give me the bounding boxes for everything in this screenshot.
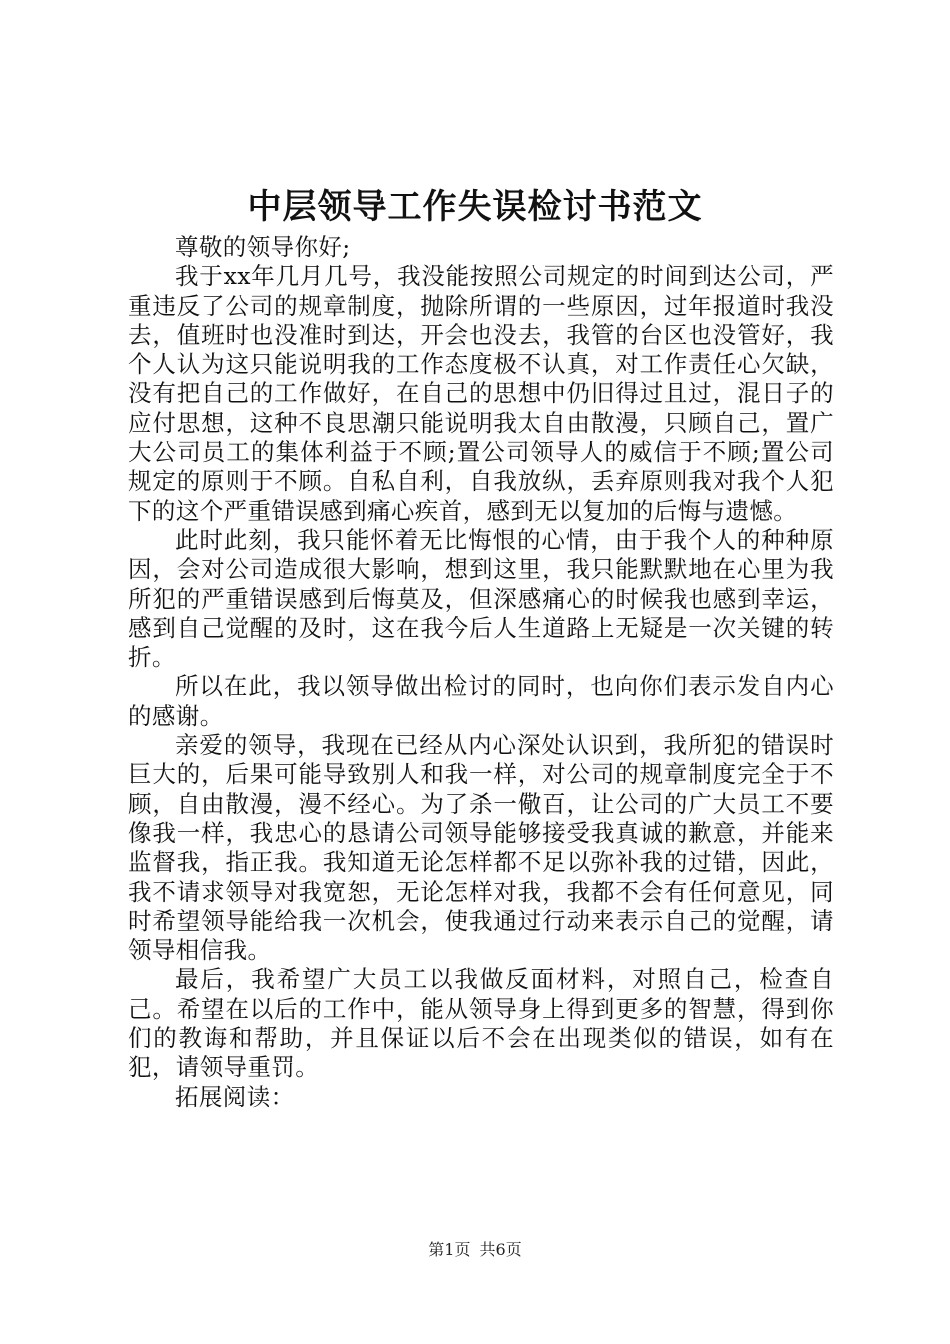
paragraph: 我于xx年几月几号，我没能按照公司规定的时间到达公司，严重违反了公司的规章制度，抛除所谓的一些原因，过年报道时我没去，值班时也没准时到达，开会也没去，我管的台区也没管好，我个人认为这只能说明我的工作态度极不认真，对工作责任心欠缺，没有把自己的工作做好，在自己的思想中仍旧得过且过，混日子的应付思想，这种不良思潮只能说明我太自由散漫，只顾自己，置广大公司员工的集体利益于不顾;置公司领导人的威信于不顾;置公司规定的原则于不顾。自私自利，自我放纵，丢弃原则我对我个人犯下的这个严重错误感到痛心疾首，感到无以复加的后悔与遗憾。: [128, 262, 834, 525]
extended-reading-heading: 拓展阅读：: [175, 1082, 295, 1111]
document-title: 中层领导工作失误检讨书范文: [247, 187, 703, 227]
paragraph: 最后，我希望广大员工以我做反面材料，对照自己，检查自己。希望在以后的工作中，能从领导身上得到更多的智慧，得到你们的教诲和帮助，并且保证以后不会在出现类似的错误，如有在犯，请领导重罚。: [128, 965, 834, 1082]
paragraph: 亲爱的领导，我现在已经从内心深处认识到，我所犯的错误时巨大的，后果可能导致别人和我一样，对公司的规章制度完全于不顾，自由散漫，漫不经心。为了杀一儆百，让公司的广大员工不要像我一样，我忠心的恳请公司领导能够接受我真诚的歉意，并能来监督我，指正我。我知道无论怎样都不足以弥补我的过错，因此，我不请求领导对我宽恕，无论怎样对我，我都不会有任何意见，同时希望领导能给我一次机会，使我通过行动来表示自己的觉醒，请领导相信我。: [128, 731, 834, 965]
page-number: 第1页: [428, 1240, 471, 1259]
paragraph: 此时此刻，我只能怀着无比悔恨的心情，由于我个人的种种原因，会对公司造成很大影响，想到这里，我只能默默地在心里为我所犯的严重错误感到后悔莫及，但深感痛心的时候我也感到幸运，感到自己觉醒的及时，这在我今后人生道路上无疑是一次关键的转折。: [128, 525, 834, 672]
page-total: 共6页: [479, 1240, 522, 1259]
paragraph: 所以在此，我以领导做出检讨的同时，也向你们表示发自内心的感谢。: [128, 672, 834, 730]
document-body: [128, 233, 834, 1112]
page-footer: [0, 1240, 950, 1260]
salutation: 尊敬的领导你好;: [175, 233, 351, 261]
